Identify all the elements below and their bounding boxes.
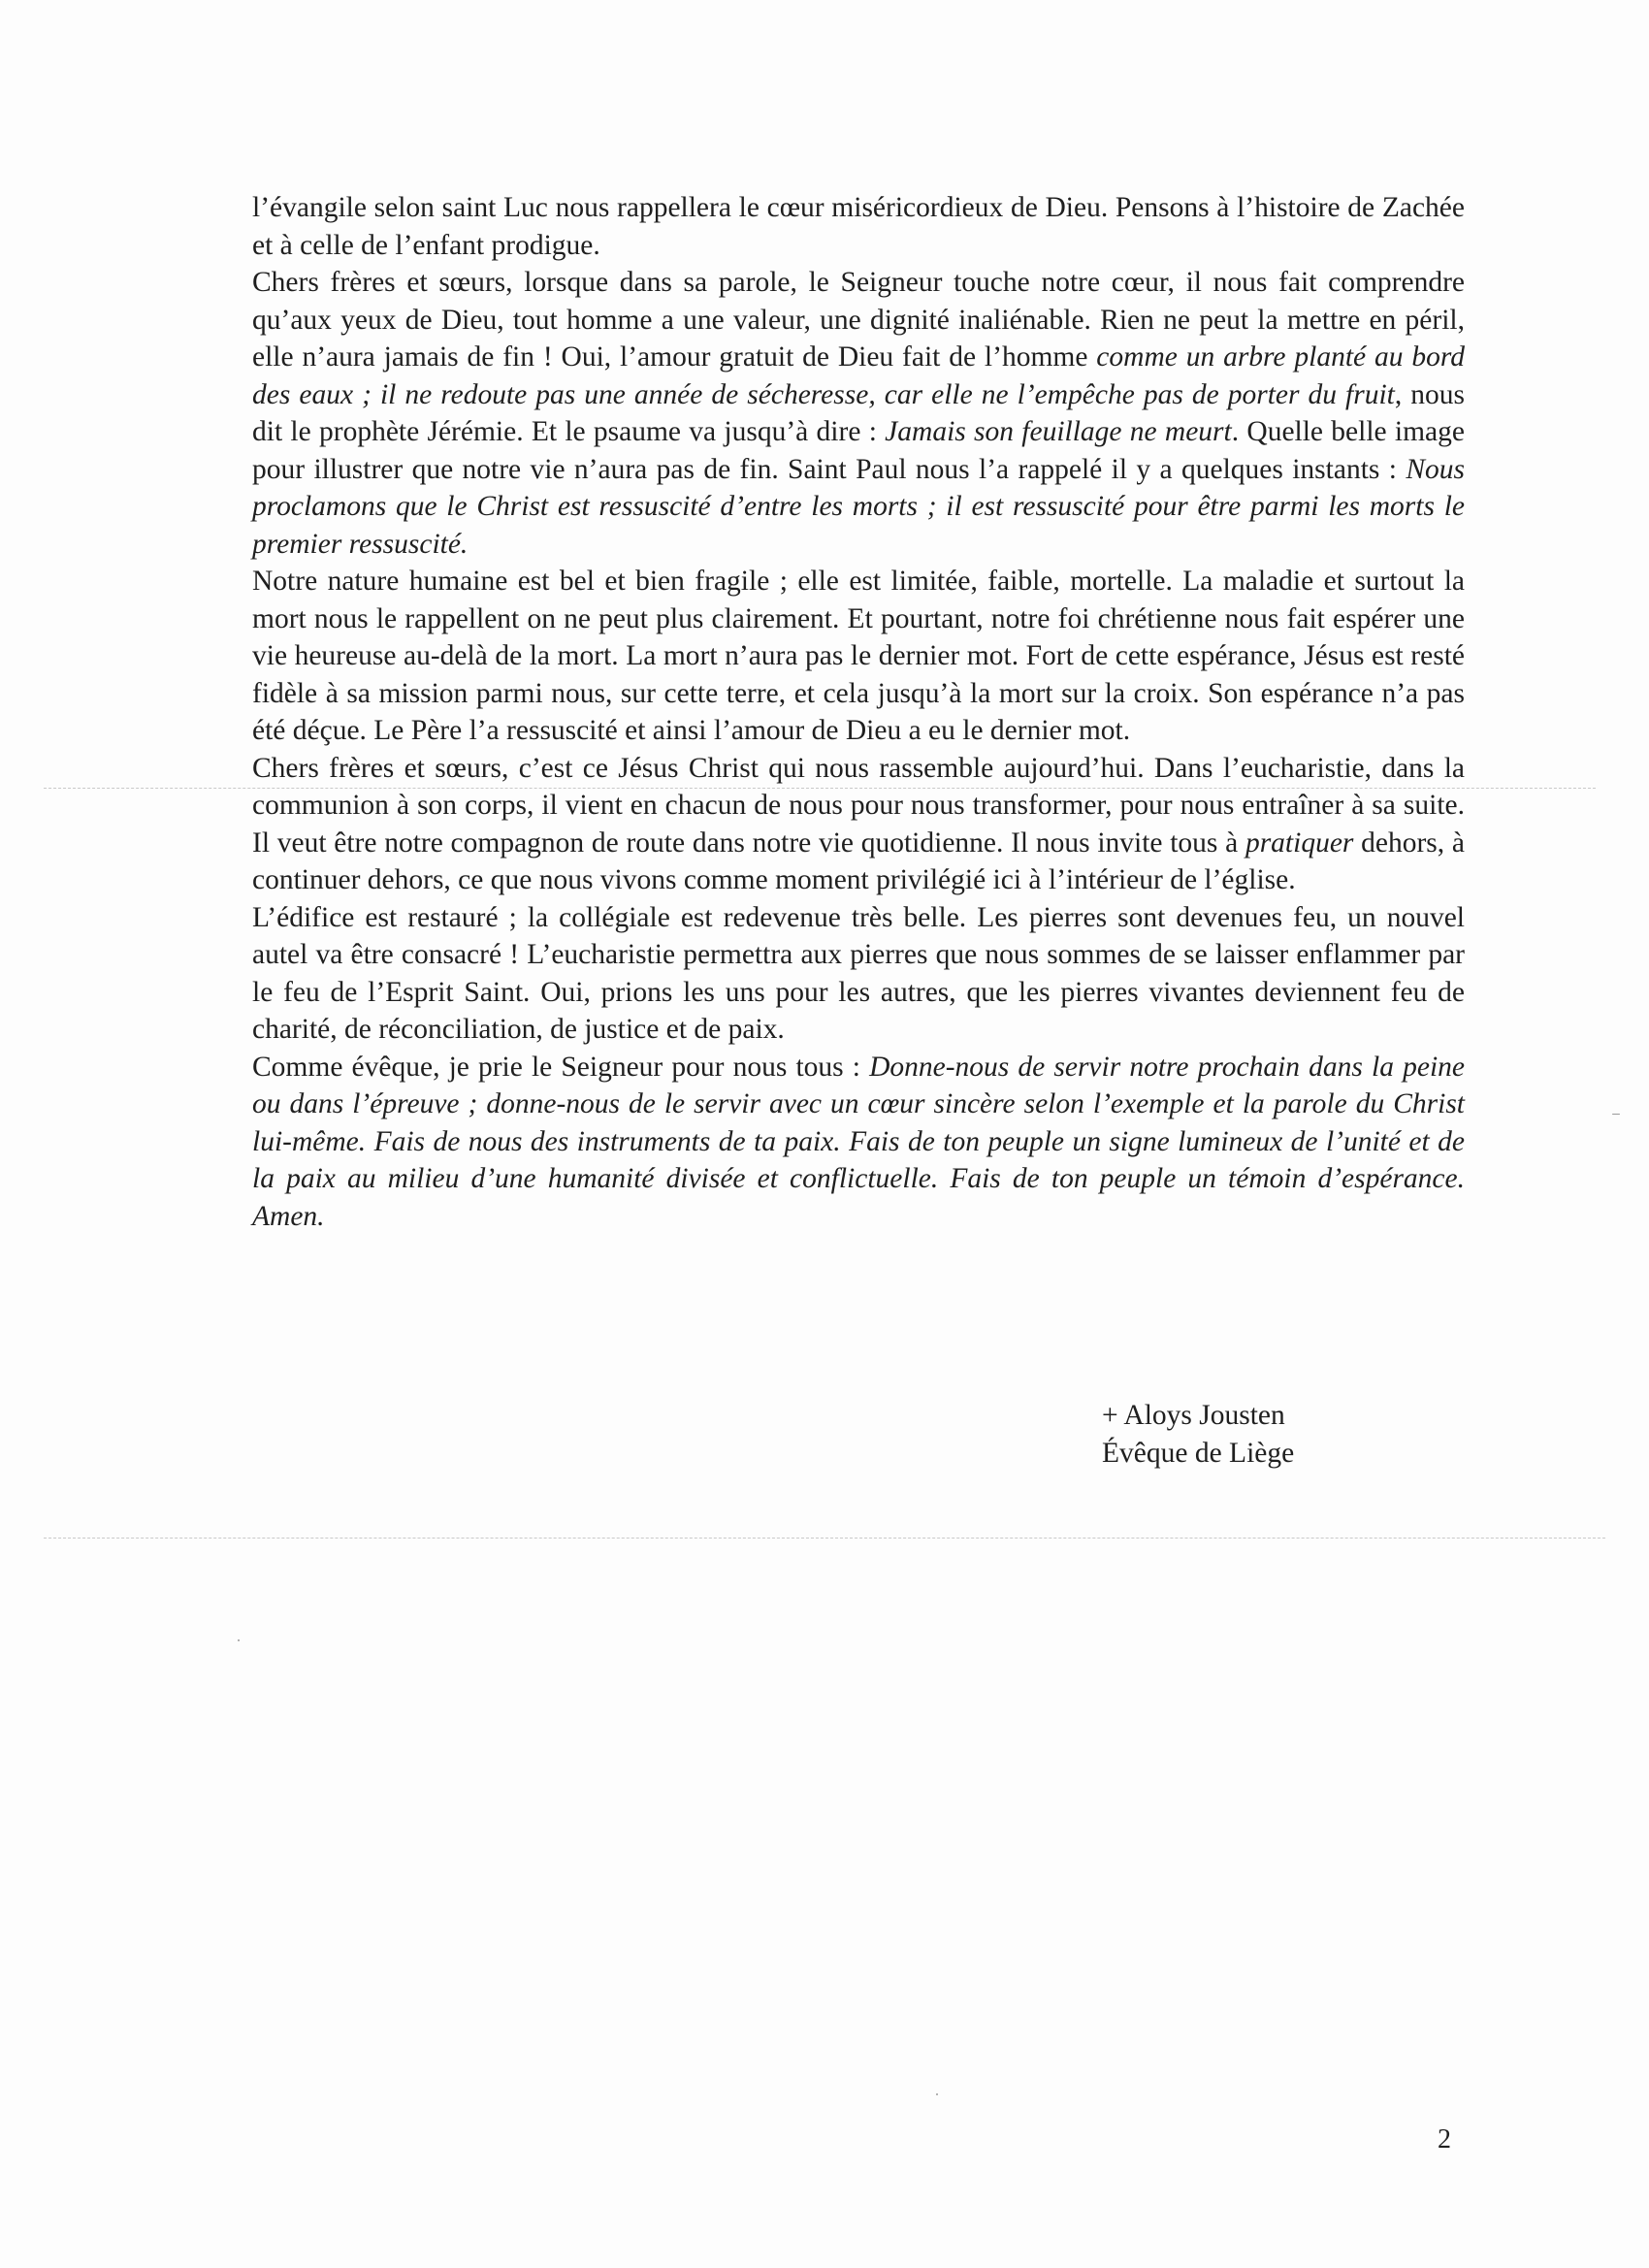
paragraph — [252, 189, 1472, 264]
text-run: Chers frères et sœurs, lorsque dans sa parole, le Seigneur touche notre cœur, il nous fait comprendre qu’aux yeux de Dieu, tout homme a une valeur, une dignité inaliénable. Rien ne peut la mettre en péril, elle n’aura jamais de fin ! Oui, l’amour gratuit de Dieu fait de l’homme — [252, 267, 1472, 373]
scan-speck — [1612, 1114, 1620, 1115]
scan-speck — [936, 2093, 938, 2095]
letter-body — [252, 189, 1494, 1235]
italic-quote: Nous proclamons que le Christ est ressuscité d’entre les morts ; il est ressuscité pour être parmi les morts le premier ressuscité. — [252, 453, 1472, 560]
paragraph — [252, 899, 1472, 1049]
scan-speck — [238, 1639, 240, 1641]
italic-quote: comme un arbre planté au bord des eaux ; il ne redoute pas une année de sécheresse, car elle ne l’empêche pas de porter du fruit — [252, 341, 1472, 410]
paragraph — [252, 264, 1472, 563]
italic-quote: Jamais son feuillage ne meurt — [885, 416, 1232, 447]
fold-line-lower — [44, 1538, 1605, 1539]
text-run: , nous dit le prophète Jérémie. Et le psaume va jusqu’à dire : — [252, 378, 1472, 447]
text-run: Comme évêque, je prie le Seigneur pour nous tous : — [252, 1051, 870, 1083]
signature-title: Évêque de Liège — [1102, 1437, 1295, 1469]
text-run: dehors, à continuer dehors, ce que nous vivons comme moment privilégié ici à l’intérieur de l’église. — [252, 826, 1472, 895]
signature-name: + Aloys Jousten — [1102, 1400, 1285, 1431]
italic-quote: pratiquer — [1245, 826, 1354, 859]
text-run: l’évangile selon saint Luc nous rappellera le cœur miséricordieux de Dieu. Pensons à l’histoire de Zachée et à celle de l’enfant prodigue. — [252, 192, 1472, 261]
paragraph — [252, 1049, 1494, 1236]
page-number: 2 — [1438, 2124, 1451, 2155]
italic-quote: Donne-nous de servir notre prochain dans la peine ou dans l’épreuve ; donne-nous de le servir avec un cœur sincère selon l’exemple et la parole du Christ lui-même. Fais de nous des instruments de ta paix. Fais de ton peuple un signe lumineux de l’unité et de la paix au milieu d’une humanité divisée et conflictuelle. Fais de ton peuple un témoin d’espérance. Amen. — [252, 1051, 1494, 1232]
paragraph — [252, 750, 1472, 899]
text-run: Chers frères et sœurs, c’est ce Jésus Christ qui nous rassemble aujourd’hui. Dans l’eucharistie, dans la communion à son corps, il vient en chacun de nous pour nous transformer, pour nous entraîner à sa suite. Il veut être notre compagnon de route dans notre vie quotidienne. Il nous invite tous à — [252, 752, 1472, 859]
text-run: L’édifice est restauré ; la collégiale est redevenue très belle. Les pierres sont devenues feu, un nouvel autel va être consacré ! L’eucharistie permettra aux pierres que nous sommes de se laisser enflammer par le feu de l’Esprit Saint. Oui, prions les uns pour les autres, que les pierres vivantes deviennent feu de charité, de réconciliation, de justice et de paix. — [252, 901, 1472, 1045]
paragraph — [252, 563, 1472, 750]
text-run: . Quelle belle image pour illustrer que notre vie n’aura pas de fin. Saint Paul nous l’a rappelé il y a quelques instants : — [252, 416, 1472, 485]
signature-block — [1102, 1397, 1294, 1472]
text-run: Notre nature humaine est bel et bien fragile ; elle est limitée, faible, mortelle. La maladie et surtout la mort nous le rappellent on ne peut plus clairement. Et pourtant, notre foi chrétienne nous fait espérer une vie heureuse au-delà de la mort. La mort n’aura pas le dernier mot. Fort de cette espérance, Jésus est resté fidèle à sa mission parmi nous, sur cette terre, et cela jusqu’à la mort sur la croix. Son espérance n’a pas été déçue. Le Père l’a ressuscité et ainsi l’amour de Dieu a eu le dernier mot. — [252, 566, 1472, 746]
